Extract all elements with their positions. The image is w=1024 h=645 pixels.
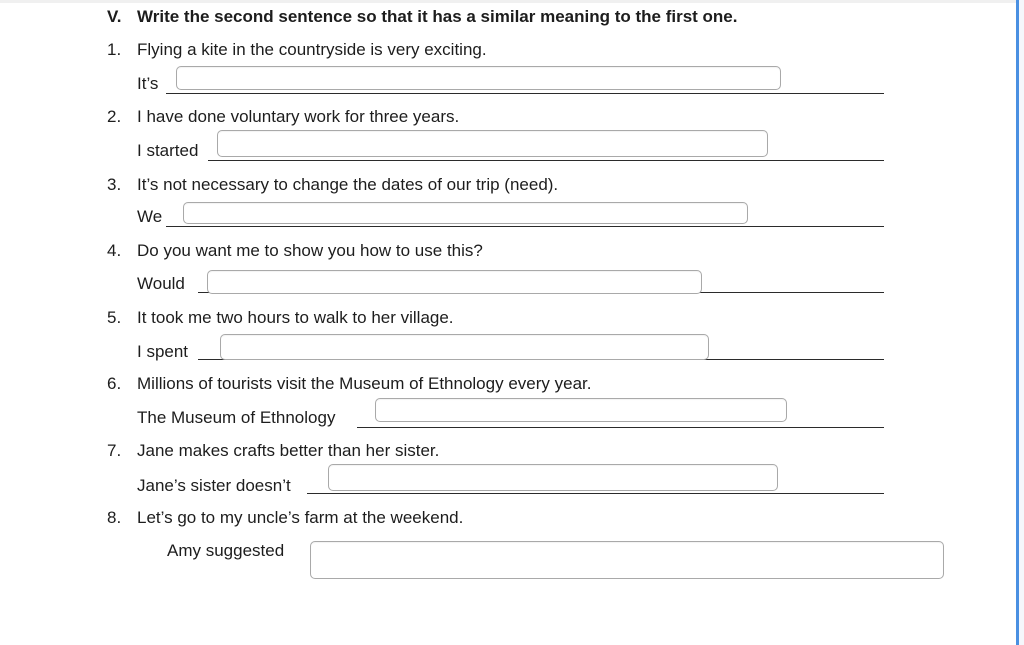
question-number: 2. — [107, 107, 122, 126]
answer-prompt: Amy suggested — [167, 541, 285, 560]
answer-input-1[interactable] — [176, 66, 781, 90]
answer-prompt: Would — [137, 274, 185, 293]
exercise-instruction: Write the second sentence so that it has a similar meaning to the first one. — [137, 7, 738, 26]
answer-input-4[interactable] — [207, 270, 702, 294]
question-5 — [107, 308, 454, 328]
question-3 — [107, 175, 558, 195]
question-number: 8. — [107, 508, 122, 527]
answer-line — [357, 427, 884, 428]
question-8 — [107, 508, 463, 528]
question-sentence: Flying a kite in the countryside is very exciting. — [137, 40, 487, 59]
answer-prompt: We — [137, 207, 163, 226]
answer-line — [307, 493, 884, 494]
exercise-heading — [107, 7, 738, 27]
answer-input-6[interactable] — [375, 398, 787, 422]
answer-input-8[interactable] — [310, 541, 944, 579]
right-edge-bar — [1016, 0, 1019, 645]
question-number: 5. — [107, 308, 122, 327]
question-number: 6. — [107, 374, 122, 393]
question-6 — [107, 374, 591, 394]
answer-prompt: It’s — [137, 74, 159, 93]
question-sentence: Let’s go to my uncle’s farm at the weekend. — [137, 508, 464, 527]
answer-line — [166, 93, 884, 94]
top-border — [0, 0, 1024, 3]
question-2 — [107, 107, 459, 127]
question-number: 7. — [107, 441, 122, 460]
question-1 — [107, 40, 487, 60]
question-number: 4. — [107, 241, 122, 260]
answer-input-3[interactable] — [183, 202, 748, 224]
question-sentence: I have done voluntary work for three years. — [137, 107, 460, 126]
answer-line — [208, 160, 884, 161]
answer-prompt: I started — [137, 141, 199, 160]
question-sentence: Jane makes crafts better than her sister. — [137, 441, 440, 460]
question-sentence: It took me two hours to walk to her village. — [137, 308, 454, 327]
exercise-number: V. — [107, 7, 122, 26]
answer-prompt: Jane’s sister doesn’t — [137, 476, 291, 495]
question-4 — [107, 241, 483, 261]
question-number: 3. — [107, 175, 122, 194]
question-7 — [107, 441, 439, 461]
scroll-gutter — [1019, 0, 1024, 645]
answer-input-7[interactable] — [328, 464, 778, 491]
answer-input-2[interactable] — [217, 130, 768, 157]
question-sentence: Millions of tourists visit the Museum of Ethnology every year. — [137, 374, 592, 393]
answer-prompt: The Museum of Ethnology — [137, 408, 336, 427]
question-sentence: It’s not necessary to change the dates of our trip (need). — [137, 175, 559, 194]
question-sentence: Do you want me to show you how to use this? — [137, 241, 483, 260]
answer-input-5[interactable] — [220, 334, 709, 360]
answer-line — [166, 226, 884, 227]
question-number: 1. — [107, 40, 122, 59]
answer-prompt: I spent — [137, 342, 189, 361]
